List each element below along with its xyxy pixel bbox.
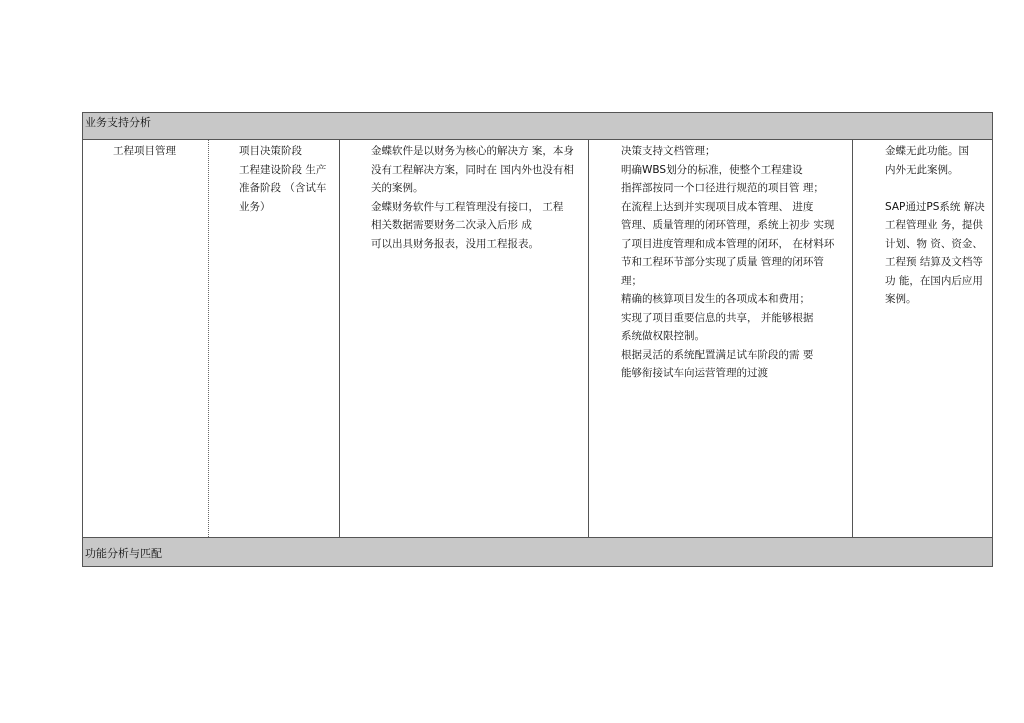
cell-line: 了项目进度管理和成本管理的闭环， 在材料环	[621, 237, 835, 250]
cell-business-area	[113, 140, 208, 539]
cell-line: 能够衔接试车向运营管理的过渡	[621, 367, 768, 379]
cell-line: 工程管理业 务，提供	[885, 219, 983, 231]
cell-line: SAP通过PS系统 解决	[885, 200, 985, 213]
cell-kingdee-analysis	[371, 140, 589, 539]
cell-line: 工程预 结算及文档等	[885, 256, 983, 268]
column-divider	[208, 140, 209, 539]
cell-line: 根据灵活的系统配置满足试车阶段的需 要	[621, 348, 814, 361]
cell-line: 内外无此案例。	[885, 163, 959, 176]
cell-line: 业务）	[239, 200, 271, 213]
cell-line: 功 能，在国内后应用	[885, 274, 983, 287]
spacer	[885, 179, 993, 198]
table-row	[83, 140, 992, 539]
cell-line: 关的案例。	[371, 182, 424, 194]
cell-line: 可以出具财务报表，没用工程报表。	[371, 237, 539, 250]
cell-line: 金蝶软件是以财务为核心的解决方 案，本身	[371, 145, 574, 157]
section-footer-title: 功能分析与匹配	[85, 547, 162, 560]
cell-line: 工程建设阶段 生产	[239, 163, 327, 176]
cell-line: 项目决策阶段	[239, 145, 302, 157]
cell-line: 准备阶段 （含试车	[239, 182, 327, 194]
cell-requirements	[621, 140, 853, 539]
cell-line: 决策支持文档管理；	[621, 145, 716, 157]
cell-line: 节和工程环节部分实现了质量 管理的闭环管	[621, 256, 824, 268]
cell-line: 明确WBS划分的标准，使整个工程建设	[621, 163, 803, 176]
cell-line: 在流程上达到并实现项目成本管理、 进度	[621, 200, 814, 213]
cell-line: 金蝶无此功能。国	[885, 145, 969, 157]
column-divider	[339, 140, 340, 539]
cell-line: 工程项目管理	[113, 145, 176, 157]
cell-line: 没有工程解决方案，同时在 国内外也没有相	[371, 163, 574, 176]
cell-line: 计划、物 资、资金、	[885, 237, 983, 250]
cell-line: 金蝶财务软件与工程管理没有接口， 工程	[371, 200, 564, 213]
cell-line: 案例。	[885, 293, 917, 305]
cell-line: 实现了项目重要信息的共享， 并能够根据	[621, 311, 814, 324]
cell-line: 管理、质量管理的闭环管理，系统上初步 实现	[621, 219, 835, 231]
section-header-title: 业务支持分析	[85, 116, 151, 129]
section-header	[83, 113, 992, 140]
cell-line: 系统做权限控制。	[621, 330, 705, 342]
cell-line: 指挥部按同一个口径进行规范的项目管 理；	[621, 182, 824, 194]
cell-line: 理；	[621, 274, 642, 287]
cell-line: 精确的核算项目发生的各项成本和费用；	[621, 293, 810, 305]
cell-line: 相关数据需要财务二次录入后形 成	[371, 219, 532, 231]
section-footer	[83, 537, 992, 566]
analysis-table	[82, 112, 993, 567]
cell-comparison	[885, 140, 993, 539]
cell-phases	[239, 140, 339, 539]
